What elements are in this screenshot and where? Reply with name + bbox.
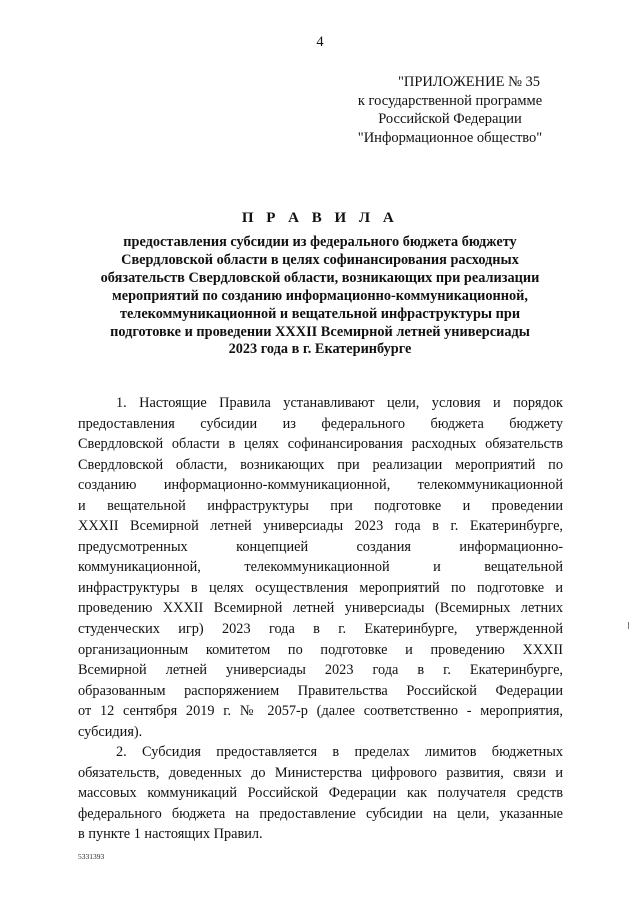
body-text [78,393,563,845]
paragraph-2-line: 2. Субсидия предоставляется в пределах лимитов бюджетных [116,744,563,761]
paragraph-1-line: Всемирной летней универсиады 2023 года в г. Екатеринбурге, [78,662,563,679]
appendix-line: к государственной программе [357,92,543,109]
appendix-header [300,73,600,147]
document-title: П Р А В И Л А [241,210,399,226]
subtitle-line: обязательств Свердловской области, возникающих при реализации [100,269,540,286]
subtitle-line: телекоммуникационной и вещательной инфраструктуры при [119,305,521,322]
subtitle-line: мероприятий по созданию информационно-коммуникационной, [111,287,528,304]
document-subtitle [80,234,560,359]
appendix-line: "ПРИЛОЖЕНИЕ № 35 [397,74,541,90]
scan-edge-mark [628,622,629,629]
paragraph-1-line: студенческих игр) 2023 года в г. Екатеринбурге, утвержденной [78,621,563,638]
subtitle-line: Свердловской области в целях софинансирования расходных [121,251,519,268]
paragraph-1-line: предоставления субсидии из федерального бюджета бюджету [78,415,563,432]
subtitle-line: предоставления субсидии из федерального бюджета бюджету [123,234,517,250]
subtitle-line: 2023 года в г. Екатеринбурге [228,341,412,358]
paragraph-1-line: предусмотренных концепцией создания информационно- [78,538,563,555]
paragraph-2-line: федерального бюджета на предоставление субсидии на цели, указанные [78,805,563,822]
paragraph-1-line: коммуникационной, телекоммуникационной и вещательной [78,559,563,576]
paragraph-1-line: проведению XXXII Всемирной летней универсиады (Всемирных летних [78,600,563,617]
paragraph-1-line: организационным комитетом по подготовке и проведению XXXII [78,641,563,658]
paragraph-1-line: и вещательной инфраструктуры при подготовке и проведении [78,497,563,514]
paragraph-1-line: образованным распоряжением Правительства Российской Федерации [78,682,563,699]
document-id: 5331393 [78,852,105,861]
paragraph-2-line: массовых коммуникаций Российской Федерации как получателя средств [78,785,563,802]
paragraph-1-line: Свердловской области, возникающих при реализации мероприятий по [78,456,563,473]
appendix-line: Российской Федерации [378,111,522,128]
paragraph-1-line: созданию информационно-коммуникационной, телекоммуникационной [78,477,563,494]
paragraph-1-line: субсидия). [78,723,143,740]
appendix-line: "Информационное общество" [357,129,543,146]
paragraph-1-line: от 12 сентября 2019 г. № 2057-р (далее соответственно - мероприятия, [78,703,563,720]
paragraph-2-line: в пункте 1 настоящих Правил. [78,826,263,843]
paragraph-1-line: XXXII Всемирной летней универсиады 2023 года в г. Екатеринбурге, [78,518,563,535]
subtitle-line: подготовке и проведении XXXII Всемирной летней универсиады [110,323,530,340]
paragraph-1-line: инфраструктуры в целях осуществления мероприятий по подготовке и [78,579,563,596]
paragraph-1-line: 1. Настоящие Правила устанавливают цели, условия и порядок [116,395,563,411]
page-number: 4 [316,34,324,50]
paragraph-1-line: Свердловской области в целях софинансирования расходных обязательств [78,436,563,453]
paragraph-2-line: обязательств, доведенных до Министерства цифрового развития, связи и [78,764,563,781]
